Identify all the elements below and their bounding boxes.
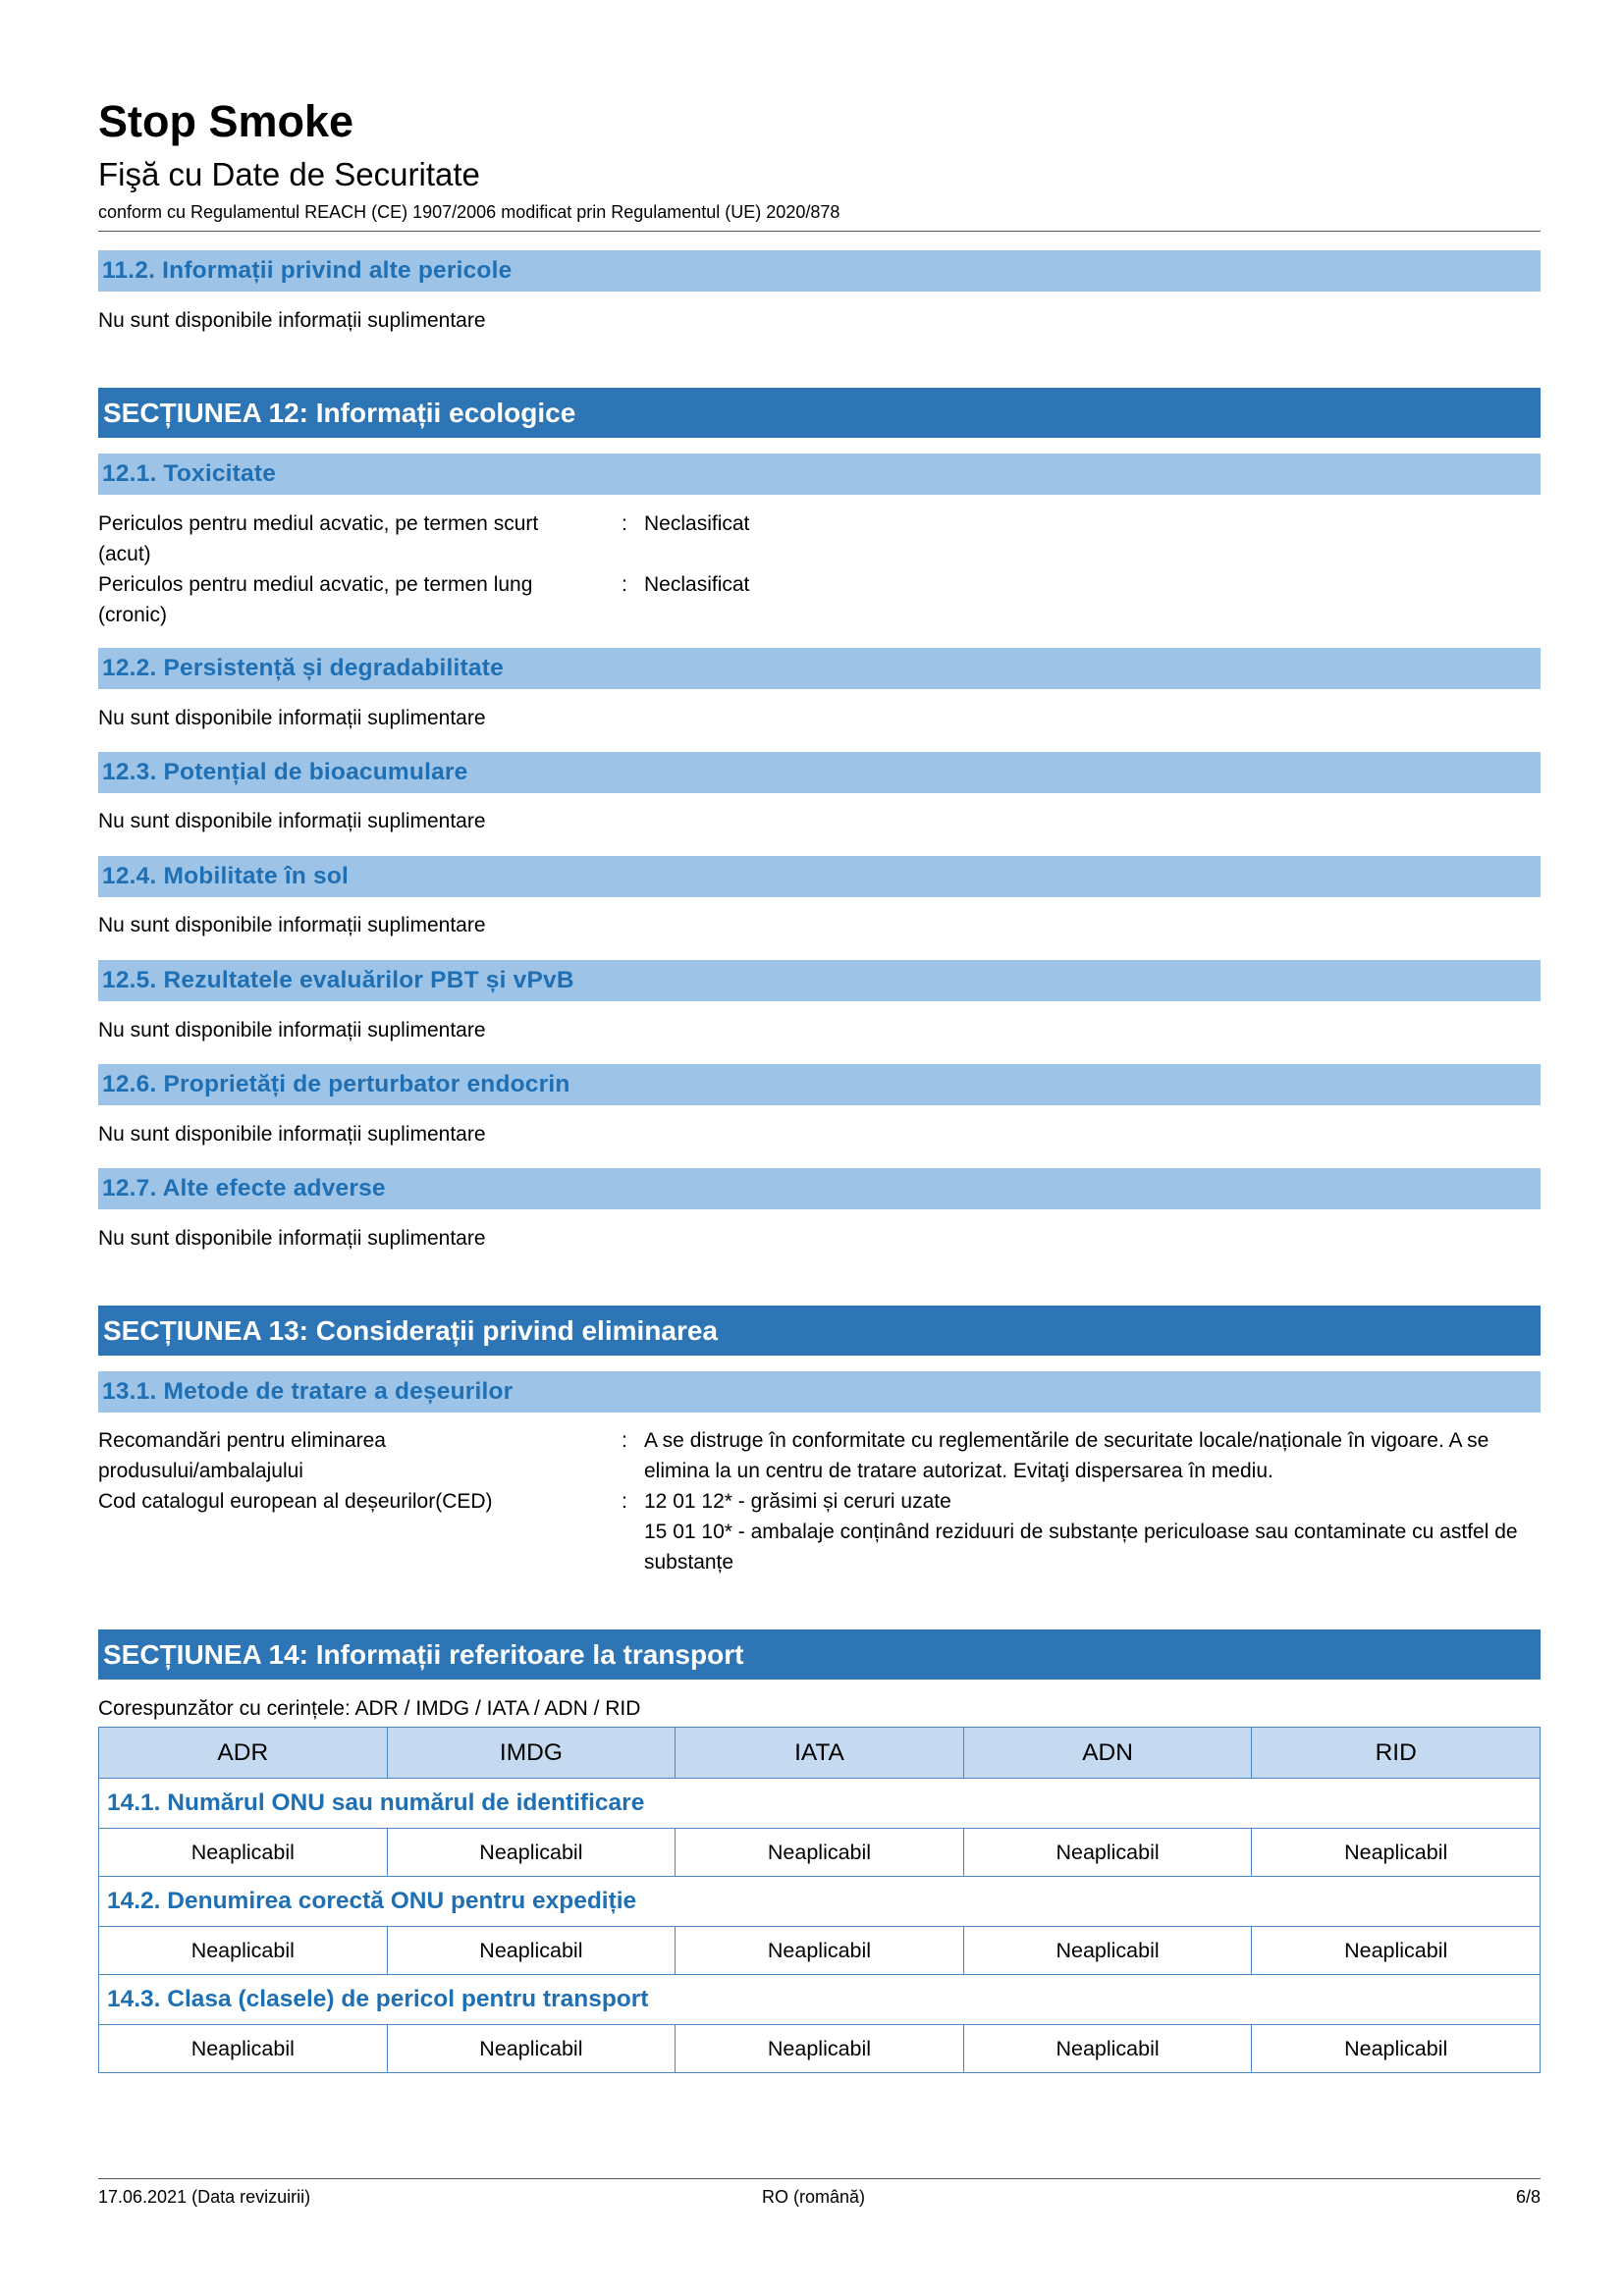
transport-group-title: 14.2. Denumirea corectă ONU pentru expediție [99,1877,1541,1927]
transport-requirements-intro: Corespunzător cu cerințele: ADR / IMDG / IATA / ADN / RID [98,1697,641,1720]
subsection-11-2-header: 11.2. Informații privind alte pericole [98,250,1541,292]
regulation-note: conform cu Regulamentul REACH (CE) 1907/2006 modificat prin Regulamentul (UE) 2020/878 [98,202,840,222]
toxicity-acute-label: Periculos pentru mediul acvatic, pe termen scurt (acut) [98,512,539,565]
transport-group-14-1-title-row [99,1779,1541,1829]
section-12-header: SECȚIUNEA 12: Informații ecologice [98,388,1541,438]
subsection-12-3-header: 12.3. Potențial de bioacumulare [98,752,1541,793]
section-14-header: SECȚIUNEA 14: Informații referitoare la transport [98,1629,1541,1680]
disposal-recommendation-colon: : [622,1429,627,1452]
footer-divider [98,2178,1541,2179]
subsection-12-4-text: Nu sunt disponibile informații suplimentare [98,914,486,936]
table-cell-adn: Neaplicabil [963,1927,1252,1975]
waste-code-colon: : [622,1490,627,1513]
document-title: Fişă cu Date de Securitate [98,156,480,192]
table-row [99,2025,1541,2073]
transport-group-14-2-title-row [99,1877,1541,1927]
subsection-12-2-text: Nu sunt disponibile informații suplimentare [98,707,486,729]
disposal-recommendation-label: Recomandări pentru eliminarea produsului/ambalajului [98,1429,386,1482]
table-cell-iata: Neaplicabil [676,1927,964,1975]
table-cell-rid: Neaplicabil [1252,1829,1541,1877]
waste-code-value-1: 12 01 12* - grăsimi și ceruri uzate [644,1490,951,1513]
section-13-header: SECȚIUNEA 13: Considerații privind eliminarea [98,1306,1541,1356]
table-cell-rid: Neaplicabil [1252,1927,1541,1975]
table-row [99,1829,1541,1877]
transport-group-title: 14.1. Numărul ONU sau numărul de identificare [99,1779,1541,1829]
toxicity-chronic-colon: : [622,573,627,596]
table-cell-iata: Neaplicabil [676,2025,964,2073]
subsection-11-2-text: Nu sunt disponibile informații suplimentare [98,309,486,332]
column-header-imdg: IMDG [387,1728,676,1779]
toxicity-acute-colon: : [622,512,627,535]
page-number: 6/8 [1515,2187,1541,2207]
subsection-12-6-header: 12.6. Proprietăți de perturbator endocrin [98,1064,1541,1105]
document-language: RO (română) [762,2187,866,2207]
revision-date: 17.06.2021 (Data revizuirii) [98,2187,311,2207]
column-header-adr: ADR [99,1728,388,1779]
transport-table-header-row [99,1728,1541,1779]
subsection-12-2-header: 12.2. Persistență și degradabilitate [98,648,1541,689]
waste-code-label: Cod catalogul european al deșeurilor(CED) [98,1490,493,1513]
disposal-recommendation-value: A se distruge în conformitate cu reglementările de securitate locale/naționale în vigoare. A se elimina la un centru de tratare autorizat. Evitaţi dispersarea în mediu. [644,1429,1489,1482]
table-cell-imdg: Neaplicabil [387,1829,676,1877]
subsection-12-7-text: Nu sunt disponibile informații suplimentare [98,1227,486,1250]
table-cell-imdg: Neaplicabil [387,1927,676,1975]
toxicity-chronic-label: Periculos pentru mediul acvatic, pe termen lung (cronic) [98,573,533,626]
waste-code-value-2: 15 01 10* - ambalaje conținând reziduuri de substanțe periculoase sau contaminate cu astfel de substanțe [644,1521,1518,1574]
subsection-12-5-header: 12.5. Rezultatele evaluărilor PBT și vPvB [98,960,1541,1001]
table-cell-adn: Neaplicabil [963,2025,1252,2073]
product-name: Stop Smoke [98,96,354,146]
subsection-12-6-text: Nu sunt disponibile informații suplimentare [98,1123,486,1146]
header-divider [98,231,1541,232]
table-cell-adn: Neaplicabil [963,1829,1252,1877]
table-cell-rid: Neaplicabil [1252,2025,1541,2073]
column-header-adn: ADN [963,1728,1252,1779]
subsection-12-7-header: 12.7. Alte efecte adverse [98,1168,1541,1209]
subsection-12-5-text: Nu sunt disponibile informații suplimentare [98,1019,486,1041]
table-cell-iata: Neaplicabil [676,1829,964,1877]
transport-group-14-3-title-row [99,1975,1541,2025]
table-cell-imdg: Neaplicabil [387,2025,676,2073]
column-header-iata: IATA [676,1728,964,1779]
toxicity-acute-value: Neclasificat [644,512,750,535]
transport-table [98,1727,1541,2073]
subsection-13-1-header: 13.1. Metode de tratare a deșeurilor [98,1371,1541,1413]
table-row [99,1927,1541,1975]
table-cell-adr: Neaplicabil [99,2025,388,2073]
toxicity-chronic-value: Neclasificat [644,573,750,596]
table-cell-adr: Neaplicabil [99,1829,388,1877]
transport-group-title: 14.3. Clasa (clasele) de pericol pentru transport [99,1975,1541,2025]
subsection-12-4-header: 12.4. Mobilitate în sol [98,856,1541,897]
subsection-12-1-header: 12.1. Toxicitate [98,454,1541,495]
table-cell-adr: Neaplicabil [99,1927,388,1975]
subsection-12-3-text: Nu sunt disponibile informații suplimentare [98,810,486,832]
column-header-rid: RID [1252,1728,1541,1779]
